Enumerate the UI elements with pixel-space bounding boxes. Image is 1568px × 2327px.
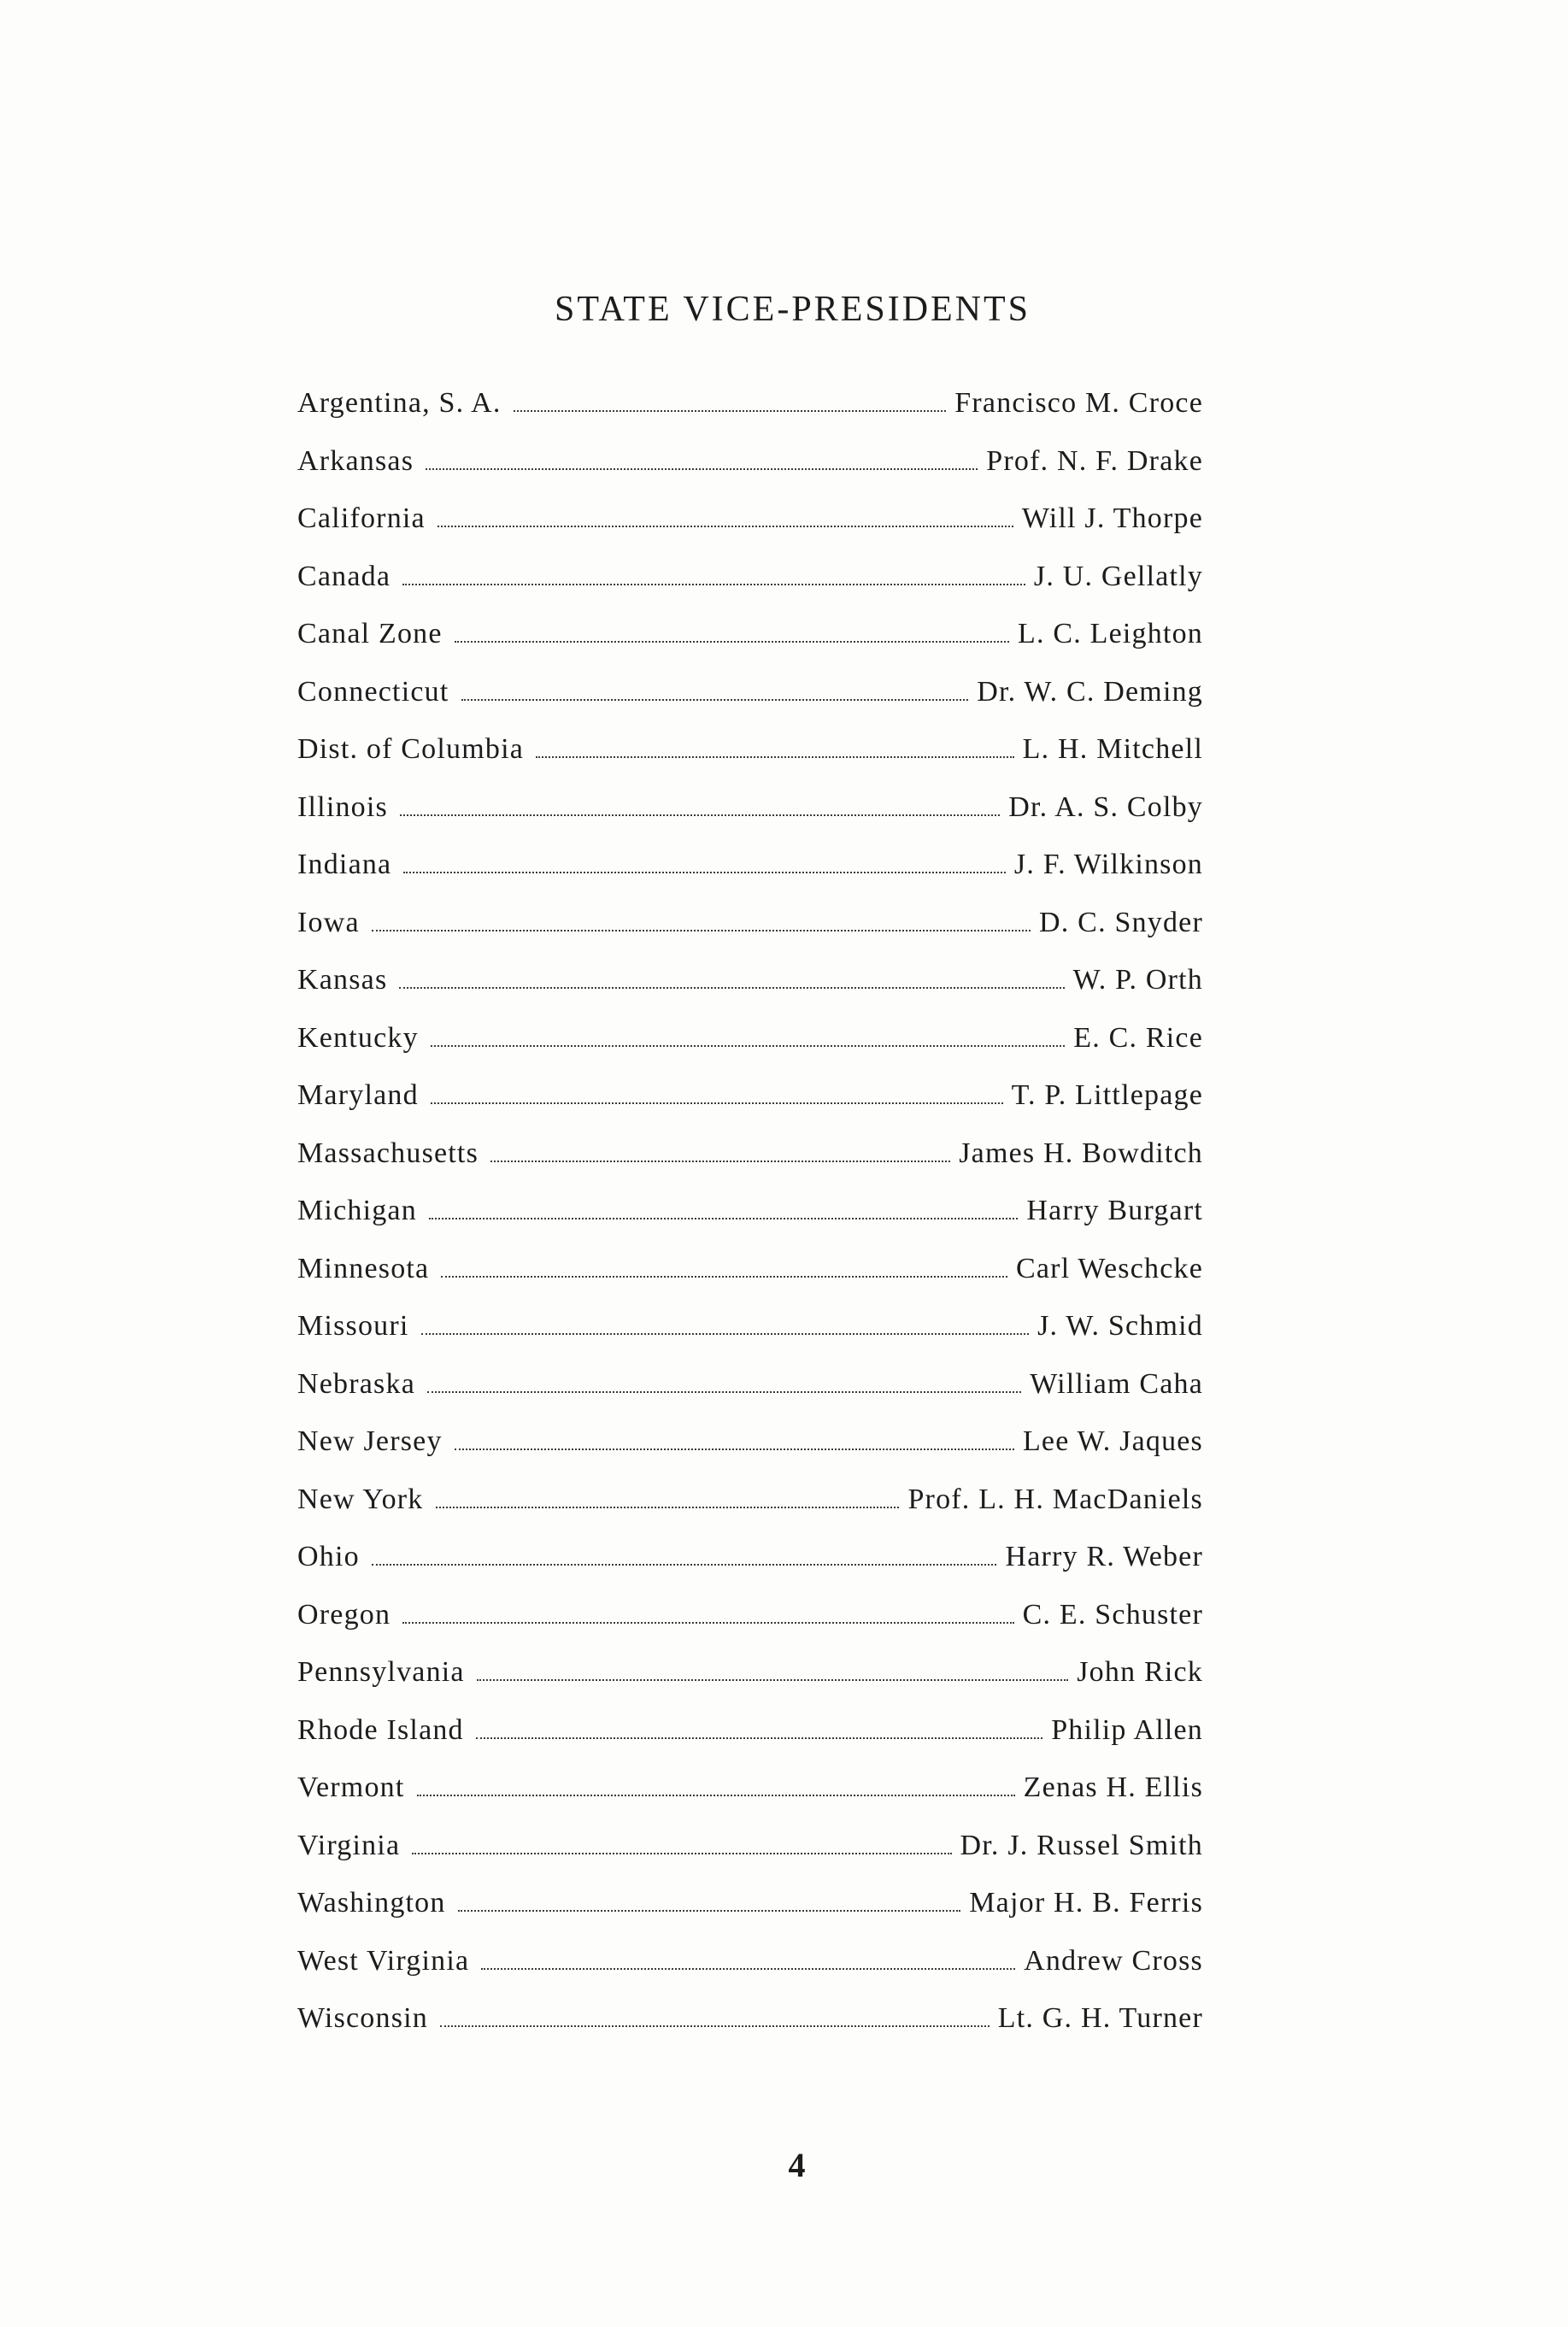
dot-leader (372, 1562, 997, 1566)
state-name: Connecticut (297, 675, 449, 708)
state-name: Vermont (297, 1772, 405, 1803)
dot-leader (426, 467, 978, 470)
dot-leader (440, 2024, 990, 2027)
vice-president-name: Prof. L. H. MacDaniels (907, 1483, 1203, 1515)
state-name: New York (297, 1483, 424, 1515)
dot-leader (477, 1678, 1069, 1681)
vice-president-name: Lee W. Jaques (1022, 1425, 1203, 1457)
dot-leader (458, 1908, 961, 1912)
state-name: Illinois (297, 790, 388, 823)
list-item (297, 1932, 1203, 1990)
vice-president-name: D. C. Snyder (1039, 906, 1203, 938)
list-item (297, 490, 1203, 548)
dot-leader (441, 1274, 1007, 1278)
dot-leader (481, 1966, 1015, 1970)
list-item (297, 894, 1203, 952)
vice-president-name: J. W. Schmid (1037, 1310, 1203, 1342)
list-item (297, 1643, 1203, 1701)
list-item (297, 1009, 1203, 1067)
state-name: Rhode Island (297, 1713, 464, 1746)
dot-leader (461, 697, 969, 701)
state-name: Nebraska (297, 1367, 415, 1400)
state-name: Washington (297, 1887, 446, 1919)
state-name: Canada (297, 560, 391, 592)
state-name: California (297, 502, 426, 534)
vice-president-name: Dr. A. S. Colby (1008, 790, 1203, 823)
list-item (297, 663, 1203, 721)
list-item (297, 374, 1203, 432)
dot-leader (402, 582, 1025, 585)
dot-leader (436, 1505, 900, 1508)
list-item (297, 1067, 1203, 1125)
vice-president-name: Francisco M. Croce (954, 387, 1203, 419)
list-item (297, 951, 1203, 1009)
state-name: Massachusetts (297, 1137, 479, 1169)
vice-president-name: L. H. Mitchell (1022, 733, 1203, 765)
dot-leader (429, 1216, 1018, 1219)
dot-leader (372, 928, 1031, 931)
list-item (297, 1817, 1203, 1875)
list-item (297, 1125, 1203, 1183)
list-item (297, 432, 1203, 491)
vice-president-name: T. P. Littlepage (1011, 1079, 1203, 1111)
list-item (297, 1701, 1203, 1760)
list-item (297, 1528, 1203, 1586)
vice-president-name: C. E. Schuster (1022, 1598, 1203, 1631)
state-name: Indiana (297, 849, 392, 880)
vice-president-name: John Rick (1077, 1656, 1203, 1688)
state-name: Iowa (297, 906, 360, 938)
state-name: Pennsylvania (297, 1656, 465, 1688)
dot-leader (399, 985, 1064, 989)
vice-president-name: J. U. Gellatly (1033, 560, 1203, 592)
vice-president-name: Will J. Thorpe (1021, 502, 1203, 534)
dot-leader (455, 1447, 1014, 1450)
dot-leader (412, 1851, 951, 1854)
list-item (297, 779, 1203, 837)
list-item (297, 1240, 1203, 1298)
list-item (297, 1989, 1203, 2048)
dot-leader (536, 755, 1014, 758)
vice-president-list (297, 374, 1203, 2048)
vice-president-name: Major H. B. Ferris (969, 1887, 1203, 1919)
page-number: 4 (788, 2146, 806, 2184)
dot-leader (514, 408, 947, 412)
vice-president-name: Dr. W. C. Deming (977, 675, 1203, 708)
list-item (297, 1759, 1203, 1817)
vice-president-name: Lt. G. H. Turner (997, 2002, 1203, 2034)
list-item (297, 1355, 1203, 1413)
vice-president-name: Andrew Cross (1024, 1944, 1203, 1977)
vice-president-name: Zenas H. Ellis (1023, 1772, 1203, 1803)
dot-leader (438, 524, 1013, 527)
vice-president-name: L. C. Leighton (1018, 618, 1203, 649)
state-name: Canal Zone (297, 618, 443, 649)
state-name: Maryland (297, 1079, 419, 1111)
list-item (297, 1182, 1203, 1240)
vice-president-name: James H. Bowditch (959, 1137, 1203, 1169)
list-item (297, 1297, 1203, 1355)
state-name: Arkansas (297, 444, 414, 477)
state-name: Virginia (297, 1829, 401, 1861)
vice-president-name: William Caha (1030, 1367, 1203, 1400)
dot-leader (417, 1793, 1015, 1796)
vice-president-name: E. C. Rice (1073, 1021, 1203, 1054)
vice-president-name: Carl Weschcke (1016, 1252, 1203, 1284)
vice-president-name: Harry R. Weber (1005, 1541, 1203, 1572)
state-name: Missouri (297, 1310, 409, 1342)
vice-president-name: Prof. N. F. Drake (986, 444, 1203, 477)
dot-leader (490, 1159, 950, 1162)
state-name: Minnesota (297, 1252, 430, 1284)
vice-president-name: Harry Burgart (1026, 1195, 1203, 1226)
state-name: Dist. of Columbia (297, 733, 525, 765)
dot-leader (476, 1736, 1042, 1739)
list-item (297, 548, 1203, 606)
list-item (297, 605, 1203, 663)
state-name: West Virginia (297, 1944, 470, 1977)
list-item (297, 1586, 1203, 1644)
state-name: Argentina, S. A. (297, 387, 502, 419)
list-item (297, 1413, 1203, 1471)
vice-president-name: W. P. Orth (1072, 964, 1203, 996)
dot-leader (400, 813, 1000, 816)
dot-leader (431, 1043, 1065, 1047)
state-name: Ohio (297, 1541, 360, 1572)
list-item (297, 836, 1203, 894)
vice-president-name: J. F. Wilkinson (1013, 849, 1203, 880)
state-name: Michigan (297, 1195, 417, 1226)
list-item (297, 1874, 1203, 1932)
state-name: Oregon (297, 1598, 391, 1631)
dot-leader (402, 1620, 1013, 1624)
list-item (297, 720, 1203, 779)
list-item (297, 1471, 1203, 1529)
dot-leader (431, 1101, 1003, 1104)
state-name: Wisconsin (297, 2002, 428, 2034)
dot-leader (421, 1331, 1030, 1335)
dot-leader (427, 1390, 1021, 1393)
state-name: Kansas (297, 964, 388, 996)
state-name: Kentucky (297, 1021, 419, 1054)
state-name: New Jersey (297, 1425, 443, 1457)
vice-president-name: Philip Allen (1051, 1713, 1203, 1746)
vice-president-name: Dr. J. Russel Smith (960, 1829, 1203, 1861)
dot-leader (455, 639, 1009, 643)
dot-leader (403, 870, 1006, 873)
page-title: STATE VICE-PRESIDENTS (554, 290, 1031, 329)
